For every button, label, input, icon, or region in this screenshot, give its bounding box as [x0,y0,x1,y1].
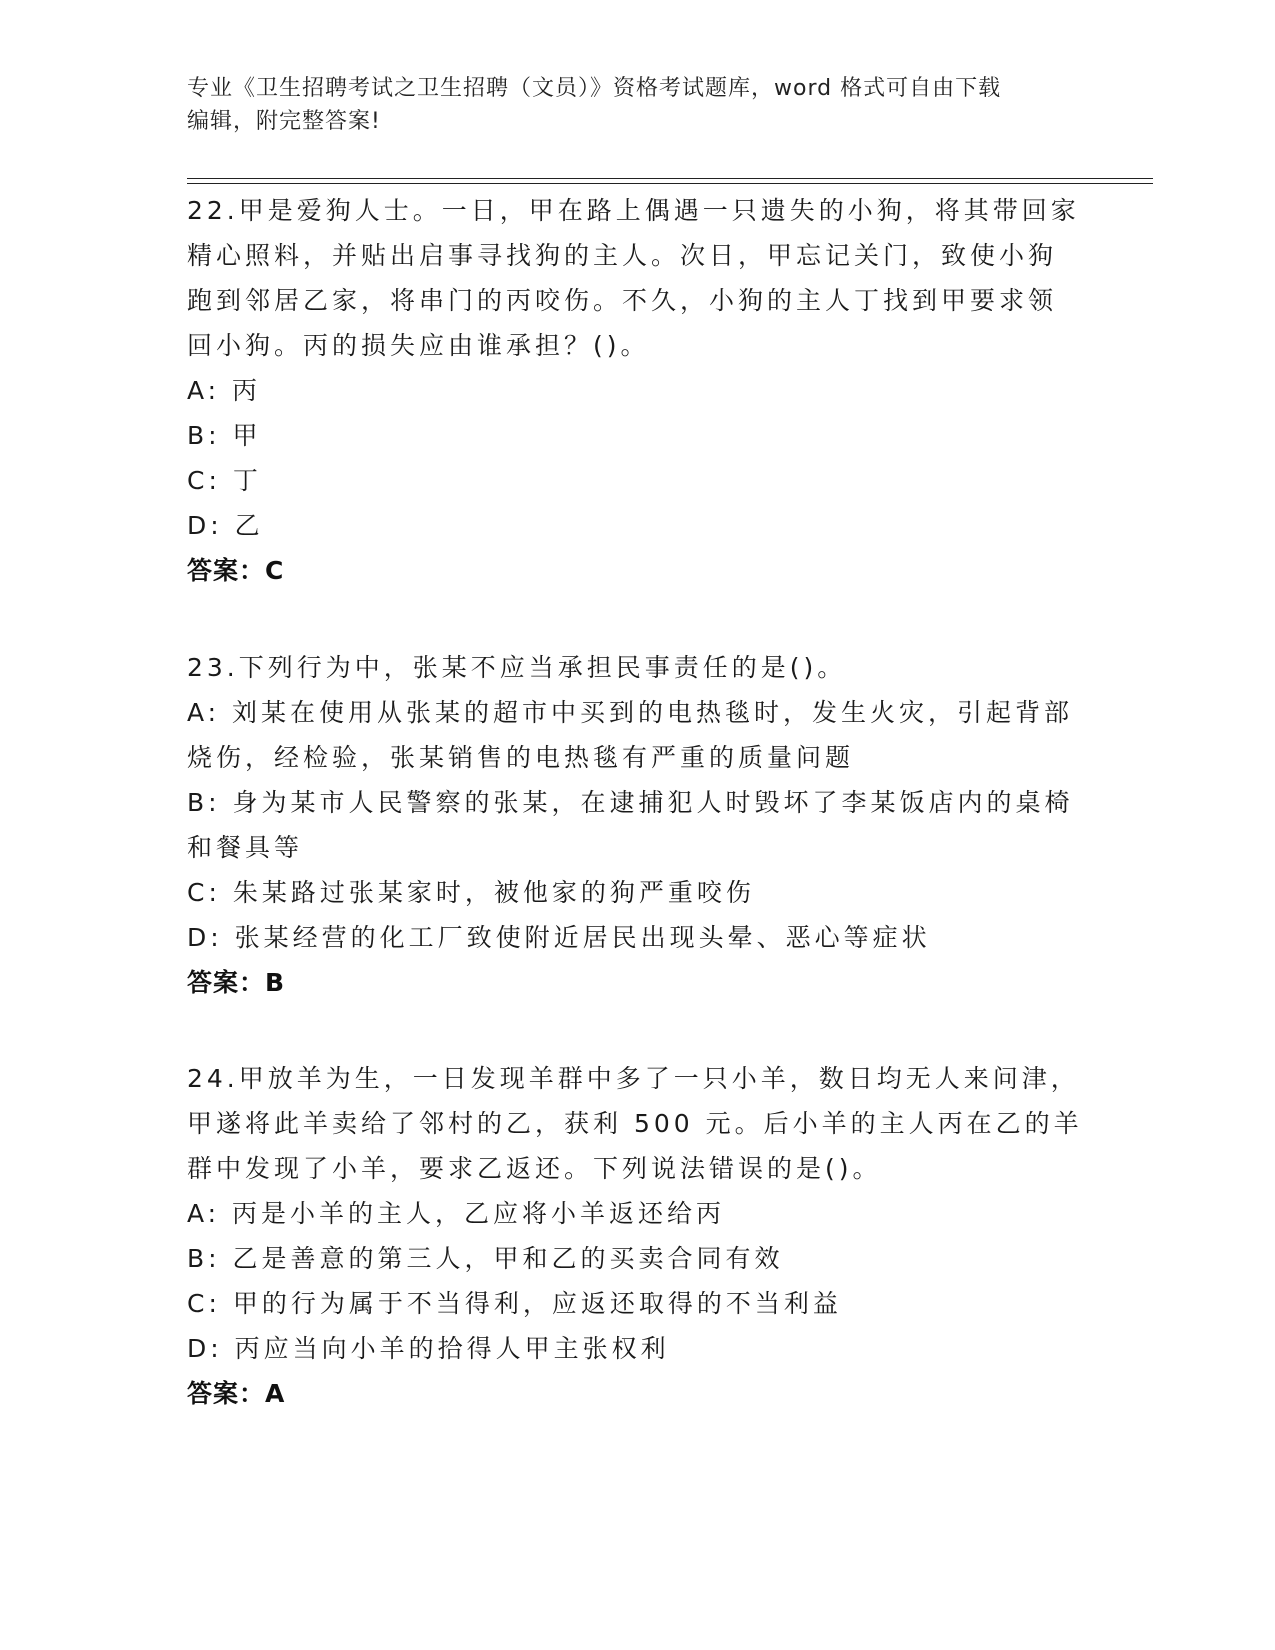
question-stem: 23.下列行为中，张某不应当承担民事责任的是()。 [187,653,847,682]
answer: 答案：B [187,968,286,997]
question-23 [187,645,1087,1005]
answer: 答案：C [187,556,285,585]
question-22 [187,188,1087,593]
question-stem: 24.甲放羊为生，一日发现羊群中多了一只小羊，数日均无人来问津， 甲遂将此羊卖给了邻村的乙，获利 500 元。后小羊的主人丙在乙的羊 群中发现了小羊，要求乙返还。下列说法错误的是()。 [187,1064,1083,1183]
option-c: C: 丁 [187,466,262,495]
option-d: D: 丙应当向小羊的拾得人甲主张权利 [187,1334,670,1363]
option-a: A: 丙是小羊的主人，乙应将小羊返还给丙 [187,1199,726,1228]
question-stem: 22.甲是爱狗人士。一日，甲在路上偶遇一只遗失的小狗，将其带回家 精心照料，并贴出启事寻找狗的主人。次日，甲忘记关门，致使小狗 跑到邻居乙家，将串门的丙咬伤。不久，小狗的主人丁找到甲要求领 回小狗。丙的损失应由谁承担？()。 [187,196,1080,360]
option-d: D: 乙 [187,511,264,540]
header-rule-bottom [187,183,1153,184]
option-b: B: 甲 [187,421,262,450]
option-c: C: 朱某路过张某家时，被他家的狗严重咬伤 [187,878,755,907]
option-a: A: 丙 [187,376,262,405]
document-header: 专业《卫生招聘考试之卫生招聘（文员）》资格考试题库，word 格式可自由下载 编辑，附完整答案! [187,76,1002,134]
option-d: D: 张某经营的化工厂致使附近居民出现头晕、恶心等症状 [187,923,931,952]
question-24 [187,1056,1087,1416]
option-b: B: 乙是善意的第三人，甲和乙的买卖合同有效 [187,1244,784,1273]
header-rule-top [187,178,1153,179]
option-a: A: 刘某在使用从张某的超市中买到的电热毯时，发生火灾，引起背部 烧伤，经检验，张某销售的电热毯有严重的质量问题 [187,698,1074,772]
option-c: C: 甲的行为属于不当得利，应返还取得的不当利益 [187,1289,842,1318]
answer: 答案：A [187,1379,286,1408]
option-b: B: 身为某市人民警察的张某，在逮捕犯人时毁坏了李某饭店内的桌椅 和餐具等 [187,788,1074,862]
